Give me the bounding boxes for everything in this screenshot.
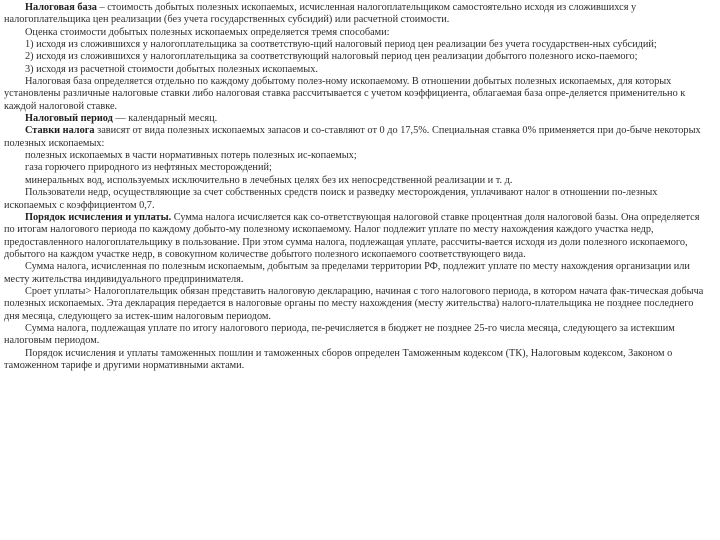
term-tax-base: Налоговая база xyxy=(25,2,97,13)
paragraph-coefficient: Пользователи недр, осуществляющие за счет собственных средств поиск и разведку месторождения, уплачивают налог в отношении по-лезных ископаемых с коэффициентом 0,7. xyxy=(4,187,658,211)
term-tax-period: Налоговый период xyxy=(25,113,113,125)
tax-rates-text: зависят от вида полезных ископаемых запасов и со-ставляют от 0 до 17,5%. Специальная ставка 0% применяется при до-быче некоторых полезных ископаемых: xyxy=(4,125,701,149)
paragraph-customs-duties: Порядок исчисления и уплаты таможенных пошлин и таможенных сборов определен Таможенным кодексом (ТК), Налоговым кодексом, Законом о таможенном тарифе и другими нормативными актами. xyxy=(4,347,673,371)
calculation-procedure-text: Сумма налога исчисляется как со-ответствующая налоговой ставке процентная доля налоговой базы. Она определяется по итогам налогового периода по каждому добыто-му полезному ископаемому. Налог подлежит уплате по месту нахождения каждого участка недр, предоставленного налогоплательщику в пользование. При этом сумма налога, подлежащая уплате, рассчиты-вается исходя из доли полезного ископаемого, добытого на каждом участке недр, в совокупном количестве добытого полезного ископаемого соответствующего вида. xyxy=(4,211,700,260)
paragraph-payment-terms: Сроет уплаты> Налогоплательщик обязан представить налоговую декларацию, начиная с того налогового периода, в котором начата фак-тическая добыча полезных ископаемых. Эта декларация передается в налоговые органы по месту нахождения (месту жительства) налого-плательщика не позднее последнего дня месяца, следующего за истек-шим налоговым периодом. xyxy=(4,285,704,322)
method-3: 3) исходя из расчетной стоимости добытых полезных ископаемых. xyxy=(25,63,318,75)
document-page xyxy=(4,2,710,372)
zero-rate-item-1: полезных ископаемых в части нормативных потерь полезных ис-копаемых; xyxy=(25,150,357,162)
paragraph-calculation-procedure xyxy=(4,212,710,261)
method-1: 1) исходя из сложившихся у налогоплательщика за соответствую-щий налоговый период цен реализации без учета государствен-ных субсидий; xyxy=(25,39,657,51)
term-calculation-procedure: Порядок исчисления и уплаты. xyxy=(25,211,172,223)
paragraph-separate-base: Налоговая база определяется отдельно по каждому добытому полез-ному ископаемому. В отношении добытых полезных ископаемых, для которых установлены различные налоговые ставки либо налоговая ставка рассчитывается с учетом коэффициента, облагаемая база опре-деляется применительно к каждой налоговой ставке. xyxy=(4,76,686,112)
tax-base-definition: – стоимость добытых полезных ископаемых, исчисленная налогоплательщиком самостоятельно исходя из сложившихся у налогоплательщика цен реализации (без учета государственных субсидий) или расчетной стоимости. xyxy=(4,2,637,26)
paragraph-tax-base xyxy=(4,2,710,27)
zero-rate-item-3: минеральных вод, используемых исключительно в лечебных целях без их непосредственной реализации и т. д. xyxy=(25,174,513,186)
paragraph-tax-period xyxy=(4,113,710,125)
term-tax-rates: Ставки налога xyxy=(25,125,95,137)
paragraph-payment-deadline: Сумма налога, подлежащая уплате по итогу налогового периода, пе-речисляется в бюджет не позднее 25-го числа месяца, следующего за истекшим налоговым периодом. xyxy=(4,322,675,347)
tax-period-definition: — календарный месяц. xyxy=(112,113,218,125)
zero-rate-item-2: газа горючего природного из нефтяных месторождений; xyxy=(25,162,272,174)
method-2: 2) исходя из сложившихся у налогоплательщика за соответствующий налоговый период цен реализации добытого полезного иско-паемого; xyxy=(25,51,638,63)
paragraph-outside-territory: Сумма налога, исчисленная по полезным ископаемым, добытым за пределами территории РФ, подлежит уплате по месту нахождения организации или месту жительства индивидуального предпринимателя. xyxy=(4,261,690,285)
paragraph-valuation-methods: Оценка стоимости добытых полезных ископаемых определяется тремя способами: xyxy=(25,26,390,38)
paragraph-tax-rates xyxy=(4,125,710,150)
